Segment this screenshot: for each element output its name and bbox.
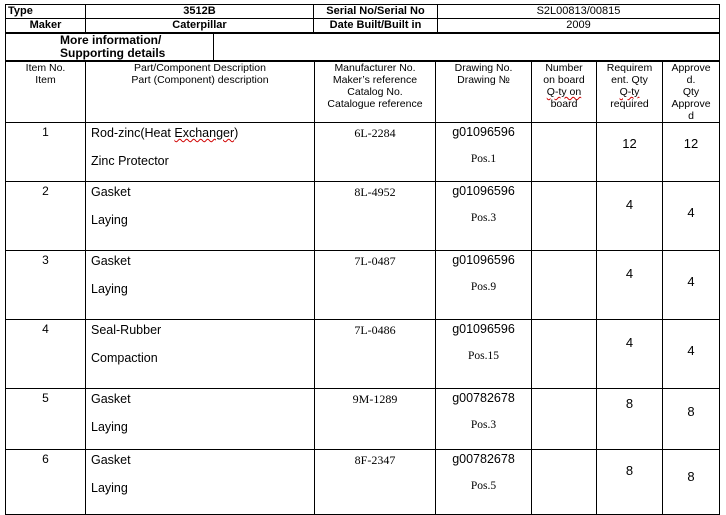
qty-on-board: [532, 123, 597, 182]
qty-required: 4: [597, 182, 663, 251]
description-line1: Seal-Rubber: [91, 323, 162, 337]
item-number: 6: [6, 450, 86, 515]
drawing-number: g00782678: [452, 391, 515, 405]
qty-required: 8: [597, 450, 663, 515]
item-number: 5: [6, 389, 86, 450]
col-qty-approved: Approve d. Qty Approve d: [663, 62, 720, 123]
drawing-cell: [436, 450, 532, 515]
part-description: [86, 123, 315, 182]
description-line1: Gasket: [91, 185, 131, 199]
manufacturer-number: 8L-4952: [315, 182, 436, 251]
manufacturer-number: 7L-0486: [315, 320, 436, 389]
drawing-number: g01096596: [452, 253, 515, 267]
item-number: 3: [6, 251, 86, 320]
qty-approved: 8: [663, 450, 720, 515]
drawing-cell: [436, 389, 532, 450]
drawing-number: g01096596: [452, 184, 515, 198]
qty-approved: 4: [663, 251, 720, 320]
qty-on-board: [532, 320, 597, 389]
table-row: [6, 450, 720, 515]
col-item-no: Item No. Item: [6, 62, 86, 123]
more-info-table: [5, 33, 720, 61]
serial-value: S2L00813/00815: [438, 5, 720, 19]
more-info-value: [214, 34, 720, 61]
description-line1: Gasket: [91, 392, 131, 406]
col-drawing-no: Drawing No. Drawing №: [436, 62, 532, 123]
drawing-position: Pos.1: [470, 153, 497, 165]
drawing-cell: [436, 251, 532, 320]
description-line1: Rod-zinc(Heat Exchanger): [91, 126, 239, 140]
qty-on-board: [532, 389, 597, 450]
more-info-label: [6, 34, 214, 61]
more-info-line1: More information/: [60, 33, 162, 47]
qty-required: 4: [597, 320, 663, 389]
more-info-row: [6, 34, 720, 61]
description-line2: Zinc Protector: [91, 154, 169, 168]
qty-on-board: [532, 450, 597, 515]
qty-approved: 8: [663, 389, 720, 450]
description-line2: Compaction: [91, 351, 158, 365]
description-line2: Laying: [91, 481, 128, 495]
drawing-position: Pos.15: [468, 350, 499, 362]
drawing-cell: [436, 182, 532, 251]
description-line1: Gasket: [91, 453, 131, 467]
date-label: Date Built/Built in: [314, 19, 438, 33]
header-row-maker: [6, 19, 720, 33]
drawing-number: g01096596: [452, 322, 515, 336]
col-description: Part/Component Description Part (Component) description: [86, 62, 315, 123]
manufacturer-number: 9M-1289: [315, 389, 436, 450]
drawing-position: Pos.3: [470, 212, 497, 224]
type-label: Type: [6, 5, 86, 19]
drawing-number: g01096596: [452, 125, 515, 139]
drawing-cell: [436, 320, 532, 389]
qty-approved: 12: [663, 123, 720, 182]
description-line2: Laying: [91, 213, 128, 227]
table-row: [6, 251, 720, 320]
table-row: [6, 320, 720, 389]
manufacturer-number: 6L-2284: [315, 123, 436, 182]
item-number: 1: [6, 123, 86, 182]
table-row: [6, 182, 720, 251]
qty-required: 12: [597, 123, 663, 182]
qty-on-board: [532, 251, 597, 320]
drawing-position: Pos.3: [470, 419, 497, 431]
col-manufacturer-no: Manufacturer No. Maker’s reference Catalog No. Catalogue reference: [315, 62, 436, 123]
item-number: 4: [6, 320, 86, 389]
table-row: [6, 389, 720, 450]
more-info-line2: Supporting details: [60, 46, 166, 60]
part-description: [86, 450, 315, 515]
manufacturer-number: 7L-0487: [315, 251, 436, 320]
qty-required: 4: [597, 251, 663, 320]
parts-table: [5, 61, 720, 515]
part-description: [86, 320, 315, 389]
header-table: [5, 4, 720, 33]
qty-approved: 4: [663, 182, 720, 251]
drawing-position: Pos.5: [470, 480, 497, 492]
description-line2: Laying: [91, 282, 128, 296]
header-row-type: [6, 5, 720, 19]
table-row: [6, 123, 720, 182]
drawing-cell: [436, 123, 532, 182]
maker-label: Maker: [6, 19, 86, 33]
drawing-number: g00782678: [452, 452, 515, 466]
part-description: [86, 251, 315, 320]
date-value: 2009: [438, 19, 720, 33]
manufacturer-number: 8F-2347: [315, 450, 436, 515]
qty-required: 8: [597, 389, 663, 450]
spare-parts-document: [5, 4, 719, 515]
type-value: 3512B: [86, 5, 314, 19]
part-description: [86, 389, 315, 450]
serial-label: Serial No/Serial No: [314, 5, 438, 19]
drawing-position: Pos.9: [470, 281, 497, 293]
column-header-row: [6, 62, 720, 123]
description-line2: Laying: [91, 420, 128, 434]
part-description: [86, 182, 315, 251]
item-number: 2: [6, 182, 86, 251]
description-line1: Gasket: [91, 254, 131, 268]
qty-on-board: [532, 182, 597, 251]
col-qty-required: Requirem ent. Qty Q-ty required: [597, 62, 663, 123]
qty-approved: 4: [663, 320, 720, 389]
maker-value: Caterpillar: [86, 19, 314, 33]
col-qty-on-board: Number on board Q-ty on board: [532, 62, 597, 123]
